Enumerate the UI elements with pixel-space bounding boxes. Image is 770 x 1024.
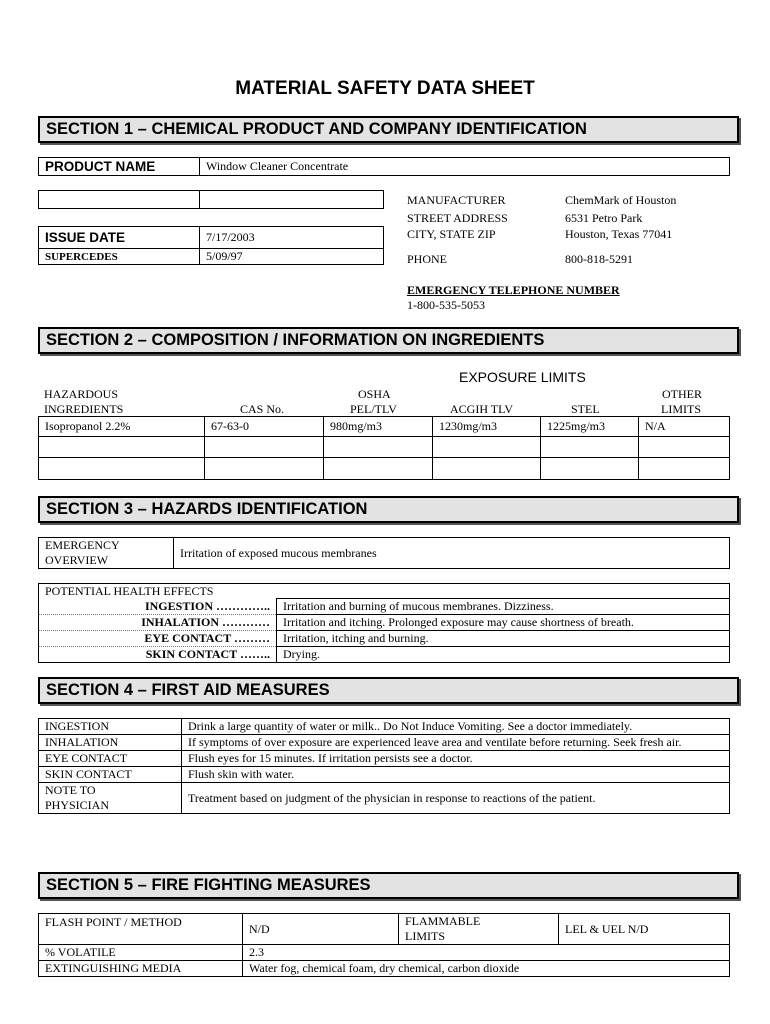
city-label: CITY, STATE ZIP xyxy=(407,227,496,241)
issue-date-label: ISSUE DATE xyxy=(39,227,200,249)
first-aid-value: If symptoms of over exposure are experienced leave area and ventilate before returning. Seek fresh air. xyxy=(182,735,730,751)
effect-value: Irritation and itching. Prolonged exposure may cause shortness of breath. xyxy=(277,615,730,631)
table-row xyxy=(39,914,730,945)
table-cell xyxy=(324,458,433,480)
blank-cell xyxy=(200,191,384,209)
potential-health-label: POTENTIAL HEALTH EFFECTS xyxy=(39,584,730,599)
blank-cell xyxy=(39,191,200,209)
street-label: STREET ADDRESS xyxy=(407,211,508,225)
emergency-phone-value: 1-800-535-5053 xyxy=(407,298,485,312)
volatile-label: % VOLATILE xyxy=(39,945,243,961)
fire-fighting-table xyxy=(38,913,730,977)
table-cell: 1225mg/m3 xyxy=(541,417,639,437)
blank-row-table xyxy=(38,190,384,209)
table-cell xyxy=(433,437,541,458)
table-cell xyxy=(205,458,324,480)
table-cell: Isopropanol 2.2% xyxy=(39,417,205,437)
first-aid-value: Flush skin with water. xyxy=(182,767,730,783)
table-cell xyxy=(541,437,639,458)
ingredients-table xyxy=(38,416,730,480)
emergency-phone-label: EMERGENCY TELEPHONE NUMBER xyxy=(407,283,620,297)
table-cell: 980mg/m3 xyxy=(324,417,433,437)
table-cell xyxy=(639,437,730,458)
health-effects-table xyxy=(38,583,730,663)
col-acgih: ACGIH TLV xyxy=(450,402,514,416)
table-row xyxy=(39,615,730,631)
table-cell xyxy=(39,458,205,480)
first-aid-value: Flush eyes for 15 minutes. If irritation persists see a doctor. xyxy=(182,751,730,767)
street-value: 6531 Petro Park xyxy=(565,211,643,225)
table-row xyxy=(39,945,730,961)
table-row xyxy=(39,751,730,767)
effect-label: INGESTION ………….. xyxy=(39,599,277,615)
section-5-heading: SECTION 5 – FIRE FIGHTING MEASURES xyxy=(38,872,739,899)
manufacturer-value: ChemMark of Houston xyxy=(565,193,677,207)
col-hazardous-line1: HAZARDOUS xyxy=(44,387,119,401)
table-row xyxy=(39,647,730,663)
table-row xyxy=(39,767,730,783)
extinguishing-media-value: Water fog, chemical foam, dry chemical, carbon dioxide xyxy=(243,961,730,977)
flammable-limits-value: LEL & UEL N/D xyxy=(559,914,730,945)
effect-value: Irritation, itching and burning. xyxy=(277,631,730,647)
col-osha-line1: OSHA xyxy=(358,387,391,401)
emergency-overview-label: EMERGENCY OVERVIEW xyxy=(39,538,174,569)
table-row xyxy=(39,437,730,458)
table-row xyxy=(39,458,730,480)
document-title: MATERIAL SAFETY DATA SHEET xyxy=(235,78,535,99)
supercedes-value: 5/09/97 xyxy=(200,249,384,265)
effect-label: INHALATION ………… xyxy=(39,615,277,631)
city-value: Houston, Texas 77041 xyxy=(565,227,673,241)
effect-value: Drying. xyxy=(277,647,730,663)
table-cell xyxy=(541,458,639,480)
phone-value: 800-818-5291 xyxy=(565,252,633,266)
table-row xyxy=(39,417,730,437)
supercedes-label: SUPERCEDES xyxy=(39,249,200,265)
issue-date-table xyxy=(38,226,384,265)
table-cell xyxy=(39,437,205,458)
table-cell xyxy=(433,458,541,480)
col-hazardous-line2: INGREDIENTS xyxy=(44,402,124,416)
extinguishing-media-label: EXTINGUISHING MEDIA xyxy=(39,961,243,977)
col-stel: STEL xyxy=(571,402,600,416)
manufacturer-label: MANUFACTURER xyxy=(407,193,506,207)
volatile-value: 2.3 xyxy=(243,945,730,961)
col-cas: CAS No. xyxy=(240,402,285,416)
note-to-physician-value: Treatment based on judgment of the physician in response to reactions of the patient. xyxy=(182,783,730,814)
product-name-table xyxy=(38,157,730,176)
emergency-overview-table xyxy=(38,537,730,569)
table-row xyxy=(39,599,730,615)
first-aid-value: Drink a large quantity of water or milk.. Do Not Induce Vomiting. See a doctor immediately. xyxy=(182,719,730,735)
product-name-label: PRODUCT NAME xyxy=(39,158,200,176)
first-aid-label: EYE CONTACT xyxy=(39,751,182,767)
table-cell: 67-63-0 xyxy=(205,417,324,437)
section-3-heading: SECTION 3 – HAZARDS IDENTIFICATION xyxy=(38,496,739,523)
first-aid-label: SKIN CONTACT xyxy=(39,767,182,783)
effect-label: EYE CONTACT ……… xyxy=(39,631,277,647)
flash-point-value: N/D xyxy=(243,914,399,945)
effect-value: Irritation and burning of mucous membranes. Dizziness. xyxy=(277,599,730,615)
table-row xyxy=(39,961,730,977)
col-other-line1: OTHER xyxy=(662,387,702,401)
flammable-limits-label: FLAMMABLE LIMITS xyxy=(399,914,559,945)
note-to-physician-label: NOTE TO PHYSICIAN xyxy=(39,783,182,814)
col-other-line2: LIMITS xyxy=(661,402,701,416)
section-1-heading: SECTION 1 – CHEMICAL PRODUCT AND COMPANY IDENTIFICATION xyxy=(38,116,739,143)
product-name-value: Window Cleaner Concentrate xyxy=(200,158,730,176)
table-cell xyxy=(205,437,324,458)
table-row xyxy=(39,783,730,814)
table-cell: 1230mg/m3 xyxy=(433,417,541,437)
section-2-heading: SECTION 2 – COMPOSITION / INFORMATION ON INGREDIENTS xyxy=(38,327,739,354)
first-aid-label: INHALATION xyxy=(39,735,182,751)
exposure-limits-heading: EXPOSURE LIMITS xyxy=(459,369,586,385)
col-osha-line2: PEL/TLV xyxy=(350,402,397,416)
first-aid-table xyxy=(38,718,730,814)
table-row xyxy=(39,719,730,735)
section-4-heading: SECTION 4 – FIRST AID MEASURES xyxy=(38,677,739,704)
phone-label: PHONE xyxy=(407,252,448,266)
first-aid-label: INGESTION xyxy=(39,719,182,735)
flash-point-label: FLASH POINT / METHOD xyxy=(39,914,243,945)
table-cell: N/A xyxy=(639,417,730,437)
emergency-overview-value: Irritation of exposed mucous membranes xyxy=(174,538,730,569)
table-row xyxy=(39,631,730,647)
effect-label: SKIN CONTACT …….. xyxy=(39,647,277,663)
table-cell xyxy=(324,437,433,458)
issue-date-value: 7/17/2003 xyxy=(200,227,384,249)
table-row xyxy=(39,735,730,751)
table-cell xyxy=(639,458,730,480)
